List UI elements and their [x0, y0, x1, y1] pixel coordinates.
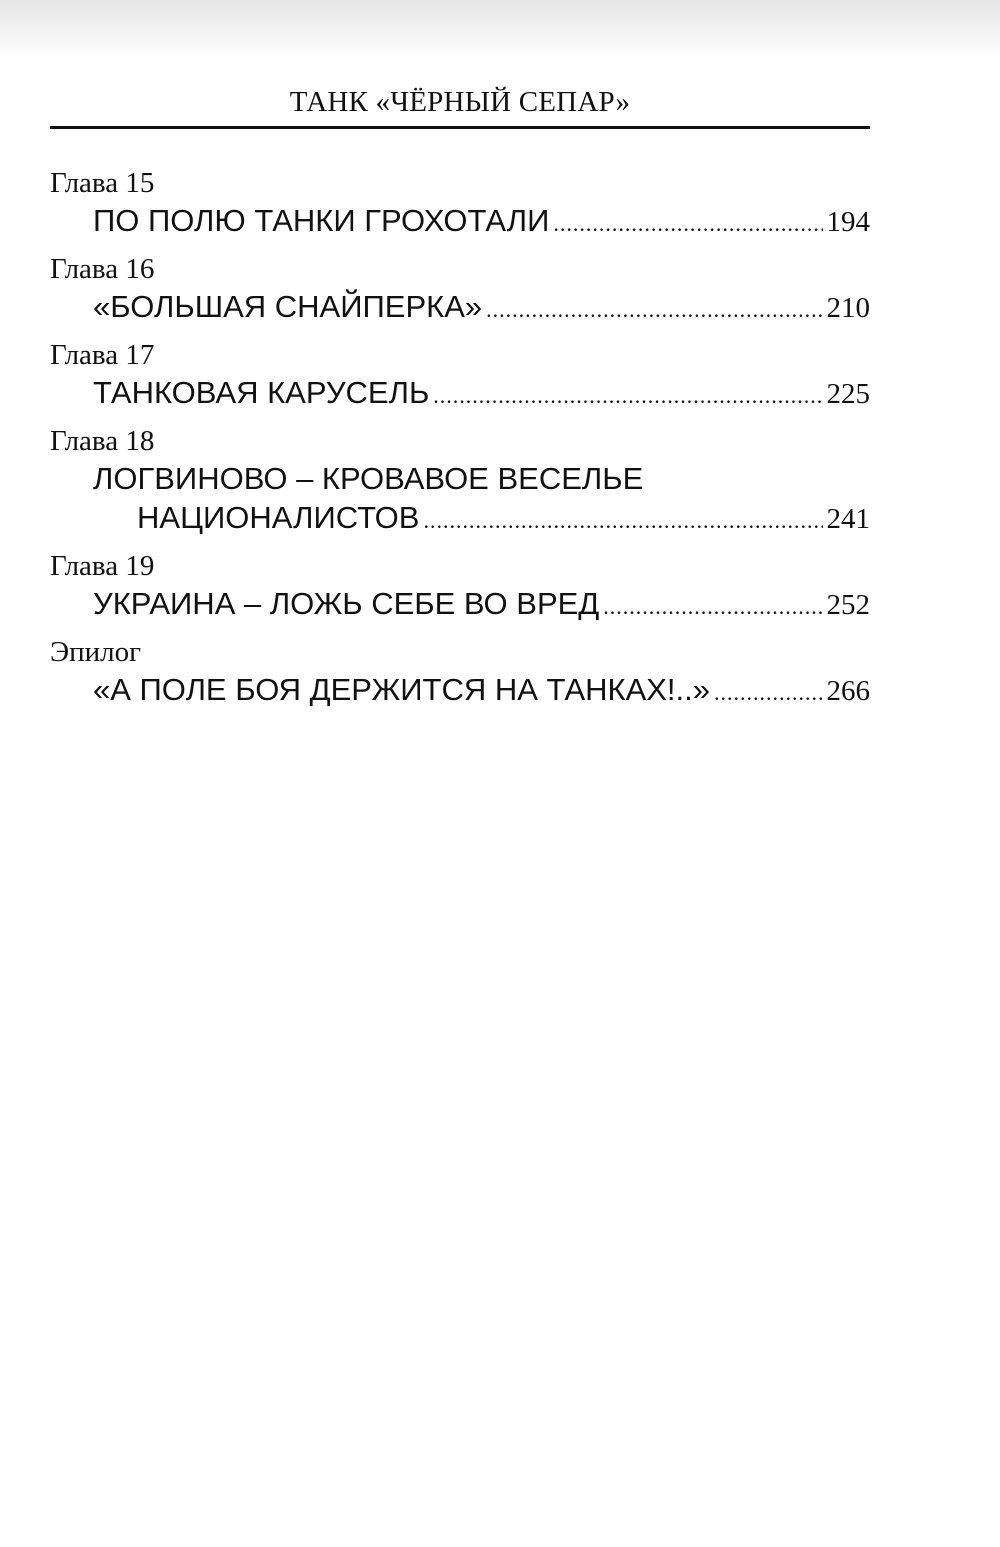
dot-leader — [603, 587, 822, 626]
chapter-title-row — [50, 584, 870, 626]
chapter-title: УКРАИНА – ЛОЖЬ СЕБЕ ВО ВРЕД — [93, 586, 600, 621]
dot-leader — [553, 204, 822, 243]
dot-leader — [423, 501, 822, 540]
toc-entry-chapter-15 — [50, 165, 870, 243]
dot-leader — [433, 376, 822, 415]
chapter-title-row — [50, 670, 870, 712]
page-number: 225 — [826, 378, 870, 410]
chapter-title: «А ПОЛЕ БОЯ ДЕРЖИТСЯ НА ТАНКАХ!..» — [93, 672, 711, 707]
chapter-title: «БОЛЬШАЯ СНАЙПЕРКА» — [93, 289, 483, 324]
chapter-title-row — [50, 201, 870, 243]
toc-entry-chapter-19 — [50, 548, 870, 626]
page-number: 252 — [826, 589, 870, 621]
chapter-title-row — [50, 373, 870, 415]
chapter-label: Глава 16 — [50, 253, 155, 285]
toc-entry-chapter-17 — [50, 337, 870, 415]
chapter-title: ТАНКОВАЯ КАРУСЕЛЬ — [93, 375, 430, 410]
chapter-title: НАЦИОНАЛИСТОВ — [137, 500, 420, 535]
chapter-label: Глава 18 — [50, 425, 155, 457]
toc-entry-epilogue — [50, 634, 870, 712]
running-head: ТАНК «ЧЁРНЫЙ СЕПАР» — [289, 86, 631, 118]
page-number: 194 — [826, 206, 870, 238]
dot-leader — [486, 290, 822, 329]
page-number: 266 — [826, 675, 870, 707]
chapter-title: ПО ПОЛЮ ТАНКИ ГРОХОТАЛИ — [93, 203, 550, 238]
header-rule — [50, 126, 870, 129]
page-number: 210 — [826, 292, 870, 324]
chapter-label: Глава 17 — [50, 339, 155, 371]
toc-entry-chapter-18 — [50, 423, 870, 540]
page-number: 241 — [826, 503, 870, 535]
table-of-contents — [50, 165, 870, 720]
chapter-label: Глава 19 — [50, 550, 155, 582]
chapter-label: Глава 15 — [50, 167, 155, 199]
chapter-title-row — [50, 287, 870, 329]
chapter-title-row — [50, 498, 870, 540]
chapter-label: Эпилог — [50, 636, 142, 668]
dot-leader — [714, 673, 822, 712]
toc-entry-chapter-16 — [50, 251, 870, 329]
chapter-title-line-1: ЛОГВИНОВО – КРОВАВОЕ ВЕСЕЛЬЕ — [93, 461, 644, 496]
